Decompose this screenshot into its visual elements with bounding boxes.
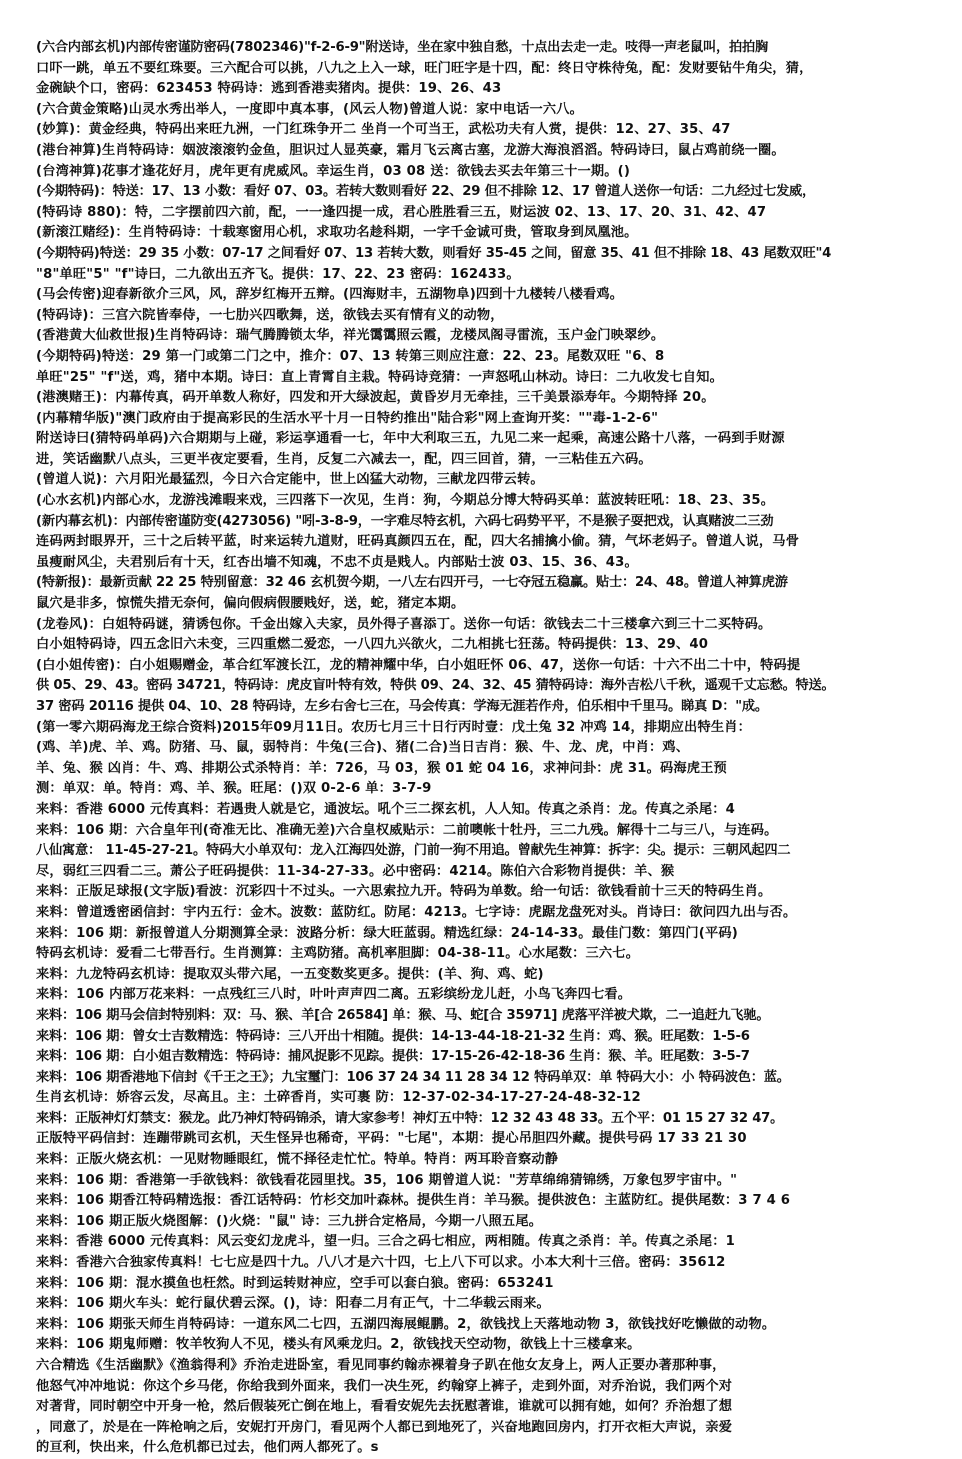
document-line: 来料：106 期香港地下信封《千王之王》；九宝璽门：106 37 24 34 11 28 34 12 特码单双：单 特码大小：小 特码波色：蓝。 — [36, 1069, 790, 1085]
document-line: (新内幕玄机)：内部传密谨防变(4273056) "吲-3-8-9，一字难尽特玄机，六码七码势平平，不是猴子耍把戏，认真赌波二三劲 — [36, 513, 774, 529]
document-line: ，同意了，於是在一阵枪响之后，安妮打开房门，看见两个人都已到地死了，兴奋地跑回房内，打开衣柜大声说，亲爱 — [36, 1419, 733, 1435]
document-line: 来料：106 期火车头：蛇行鼠伏碧云深。()，诗：阳春二月有正气，十二华载云雨来。 — [36, 1296, 550, 1312]
document-line: 来料：106 期马会信封特别料：双：马、猴、羊[合 26584] 单：猴、马、蛇[合 35971] 虎落平洋被犬欺，二一追赶九飞驰。 — [36, 1007, 770, 1023]
document-line: 正版特平码信封：连蹦带跳司玄机，天生怪异也稀奇，平码："七尾"，本期：提心吊胆四外藏。提供号码 17 33 21 30 — [36, 1131, 747, 1147]
document-line: (台湾神算)花事才逢花好月，虎年更有虎威风。幸运生肖，03 08 送：欲钱去买去年第三十一期。() — [36, 163, 631, 179]
document-line: 来料：106 期：混水摸鱼也枉然。时到运转财神应，空手可以套白狼。密码：653241 — [36, 1275, 554, 1291]
document-line: 他怒气冲冲地说：你这个乡马佬，你给我到外面来，我们一决生死，约翰穿上裤子，走到外面，对乔治说，我们两个对 — [36, 1378, 733, 1394]
document-line: (港台神算)生肖特码诗：姻波滚滚钓金鱼，胆识过人显英豪，霜月飞云离古塞，龙游大海浪滔滔。特码诗曰，鼠占鸡前绕一圈。 — [36, 142, 785, 158]
document-line: 金碗缺个口，密码：623453 特码诗：逃到香港卖猪肉。提供：19、26、43 — [36, 81, 502, 97]
document-line: 来料：曾道透密函信封：宇内五行：金木。波数：蓝防红。防尾：4213。七字诗：虎踞龙盘死对头。肖诗曰：欲问四九出与否。 — [36, 904, 797, 920]
document-line: 来料：106 期：香港第一手欲钱料：欲钱看花园里找。35，106 期曾道人说："芳草绵绵猜锦绣，万象包罗宇宙中。" — [36, 1172, 738, 1188]
document-line: 对著背，同时朝空中开身一枪，然后假装死亡倒在地上，看看安妮先去抚慰著谁，谁就可以拥有她，如何？乔治想了想 — [36, 1399, 733, 1415]
document-line: 来料：106 期：六合皇年刊(奇准无比、准确无差)六合皇权威贴示：二前噢帐十牡丹，三二九残。解得十二与三八，与连码。 — [36, 822, 778, 838]
document-line: (今期特码)特送：29 第一门或第二门之中，推介：07、13 转第三则应注意：22、23。尾数双旺 "6、8 — [36, 348, 665, 364]
document-line: (鸡、羊)虎、羊、鸡。防猪、马、鼠，弱特肖：牛兔(三合)、猪(二合)当日吉肖：猴、牛、龙、虎，中肖：鸡、 — [36, 740, 690, 756]
document-line: 来料：106 期香江特码精选报：香江话特码：竹杉交加叶森林。提供生肖：羊马猴。提供波色：主蓝防红。提供尾数：3 7 4 6 — [36, 1193, 791, 1209]
document-line: 来料：正版足球报(文字版)看波：沉彩四十不过头。一六思索拉九开。特码为单数。给一句话：欲钱看前十三天的特码生肖。 — [36, 884, 772, 900]
document-line: (白小姐传密)：白小姐赐赠金，革合红军渡长江，龙的精神耀中华，白小姐旺怀 06、47，送你一句话：十六不出二十中，特码提 — [36, 657, 801, 673]
document-line: 来料：106 期：曾女士吉数精选：特码诗：三八开出十相随。提供：14-13-44-18-21-32 生肖：鸡、猴。旺尾数：1-5-6 — [36, 1028, 750, 1044]
document-line: 来料：九龙特码玄机诗：提取双头带六尾，一五变数奖更多。提供：(羊、狗、鸡、蛇) — [36, 966, 544, 982]
document-line: (六合内部玄机)内部传密谨防密码(7802346)"f-2-6-9"附送诗，坐在家中独自愁，十点出去走一走。吱得一声老鼠叫，拍拍胸 — [36, 40, 768, 55]
document-line: (新滚江赌经)：生肖特码诗：十载寒窗用心机，求取功名趁科期，一字千金诚可贵，管取身到凤凰池。 — [36, 225, 638, 241]
document-line: (特码诗 880)：特，二字摆前四六前，配，一一逢四提一成，君心胜胜看三五，财运波 02、13、17、20、31、42、47 — [36, 204, 767, 220]
document-line: 白小姐特码诗，四五念旧六未变，三四重燃二爱恋，一八四九兴欲火，二九相挑七狂荡。特码提供：13、29、40 — [36, 637, 709, 653]
document-line: (马会传密)迎春新欲介三风，风，辞岁红梅开五辩。(四海财丰，五湖物阜)四到十九楼转八楼看鸡。 — [36, 287, 624, 303]
document-line: (曾道人说)：六月阳光最猛烈，今日六合定能中，世上凶猛大动物，三献龙四带云转。 — [36, 472, 544, 488]
document-line: (第一零六期码海龙王综合资料)2015年09月11日。农历七月三十日行丙时壹：戊土兔 32 冲鸡 14，排期应出特生肖： — [36, 719, 751, 735]
document-line: 来料：香港 6000 元传真料：若遇贵人就是它，通波坛。吼个三二探玄机，人人知。传真之杀肖：龙。传真之杀尾：4 — [36, 801, 736, 817]
document-line: "8"单旺"5" "f"诗曰，二九欲出五齐飞。提供：17、22、23 密码：162433。 — [36, 266, 520, 282]
document-line: (心水玄机)内部心水，龙游浅滩暇来戏，三四落下一次见，生肖：狗，今期总分博大特码买单：蓝波转旺吼：18、23、35。 — [36, 493, 775, 509]
document-line: (妙算)：黄金经典，特码出来旺九洲，一门红珠争开二 坐肖一个可当王，武松功夫有人赏，提供：12、27、35、47 — [36, 122, 731, 138]
document-line: 虽瘦耐风尘，夫君别后有十天，红杏出墙不知魂，不忠不贞是贱人。内部贴士波 03、15、36、43。 — [36, 554, 638, 570]
document-line: (港澳赌王)：内幕传真，码开单数人称好，四发和开大绿波起，黄昏岁月无牵挂，三千美景添寿年。今期特择 20。 — [36, 390, 715, 406]
document-line: 进，笑话幽默八点头，三更半夜定要看，生肖，反复二六减去一，配，四三回首，猜，一三粘佳五六码。 — [36, 451, 652, 467]
document-line: (今期特码)特送：29 35 小数：07-17 之间看好 07、13 若转大数，则看好 35-45 之间，留意 35、41 但不排除 18、43 尾数双旺"4 — [36, 245, 832, 261]
document-line: 测：单双：单。特肖：鸡、羊、猴。旺尾：()双 0-2-6 单：3-7-9 — [36, 781, 432, 797]
document-line: 的亘利，快出来，什么危机都已过去，他们两人都死了。s — [36, 1440, 379, 1456]
document-line: 来料：106 期张天师生肖特码诗：一道东风二七四，五湖四海展鲲鹏。2，欲钱找上天落地动物 3，欲钱找好吃懒做的动物。 — [36, 1316, 776, 1332]
document-line: 特码玄机诗：爱看二七带吾行。生肖测算：主鸡防猪。高机率胆脚：04-38-11。心水尾数：三六七。 — [36, 946, 640, 962]
document-line: 尽，弱红三四看二三。萧公子旺码提供：11-34-27-33。必中密码：4214。陈伯六合彩物肖提供：羊、猴 — [36, 863, 675, 879]
document-line: 六合精选《生活幽默》《渔翁得利》乔治走进卧室，看见同事约翰赤裸着身子趴在他女友身上，两人正要办著那种事， — [36, 1358, 726, 1373]
document-line: 生肖玄机诗：娇容云发，尽高且。主：土碎香肖，实可裹 防：12-37-02-34-17-27-24-48-32-12 — [36, 1090, 641, 1106]
document-line: (香港黄大仙救世报)生肖特码诗：瑞气腾腾锁太华，祥光霭霭照云霞，龙楼凤阁寻雷流，玉户金门映翠纱。 — [36, 328, 665, 344]
document-line: 来料：106 内部万花来料：一点残红三八时，叶叶声声四二离。五彩缤纷龙儿赶，小鸟飞奔四七看。 — [36, 987, 632, 1003]
document-line: 来料：106 期：白小姐吉数精选：特码诗：捕风捉影不见踪。提供：17-15-26-42-18-36 生肖：猴、羊。旺尾数：3-5-7 — [36, 1049, 750, 1065]
document-line: (内幕精华版)"澳门政府由于提高彩民的生活水平十月一日特约推出"陆合彩"网上查询开奖：""毒-1-2-6" — [36, 410, 659, 426]
document-line: 附送诗曰(猜特码单码)六合期期与上碰，彩运享通看一七，年中大利取三五，九见二来一起乘，高速公路十八落，一码到手财源 — [36, 431, 785, 447]
document-line: (六合黄金策略)山灵水秀出举人，一度即中真本事，(风云人物)曾道人说：家中电话一六八。 — [36, 101, 584, 117]
document-line: (特码诗)：三宫六院皆奉侍，一七肋兴四歌舞，送，欲钱去买有情有义的动物， — [36, 307, 504, 323]
document-line: 来料：正版神灯灯禁支：猴龙。此乃神灯特码锦杀，请大家参考！神灯五中特：12 32 43 48 33。五个平：01 15 27 32 47。 — [36, 1110, 784, 1126]
document-line: 来料：106 期正版火烧图解：()火烧："鼠" 诗：三九拼合定格局，今期一八照五尾。 — [36, 1213, 543, 1229]
document-line: 连码两封眼界开，三十之后转平蓝，时来运转九道财，旺码真颜四五在，配，四大名捕擒小偷。猜，气坏老妈子。曾道人说，马骨 — [36, 534, 800, 550]
document-line: 来料：香港六合独家传真料！七七应是四十九。八八才是六十四，七上八下可以求。小本大利十三倍。密码：35612 — [36, 1255, 726, 1271]
document-line: 来料：香港 6000 元传真料：风云变幻龙虎斗，望一归。三合之码七相应，两相随。传真之杀肖：羊。传真之杀尾：1 — [36, 1234, 736, 1250]
document-line: (龙卷风)：白姐特码谜，猜诱包你。千金出嫁入夫家，员外得子喜添丁。送你一句话：欲钱去二十三楼拿六到三十二买特码。 — [36, 616, 772, 632]
document-line: 鼠穴是非多，惊慌失措无奈何，偏向假病假腰贱好，送，蛇，猪定本期。 — [36, 596, 465, 612]
document-line: 口吓一跳，单五不要红珠要。三六配合可以挑，八九之上入一球，旺门旺字是十四，配：终日守株待兔，配：发财要钻牛角尖，猜， — [36, 60, 813, 76]
document-line: 八仙寓意： 11-45-27-21。特码大小单双句：龙入江海四处游，门前一狗不用追。曾献先生神算：拆字：尖。提示：三朝风起四二 — [36, 843, 791, 859]
document-line: 单旺"25" "f"送，鸡，猪中本期。诗曰：直上青霄自主栽。特码诗竞猜：一声怒吼山林动。诗曰：二九收发七自知。 — [36, 369, 723, 385]
document-line: 供 05、29、43。密码 34721，特码诗：虎皮盲叶特有效，特供 09、24、32、45 猜特码诗：海外吉松八千秋，遥观千丈忘愁。特送。 — [36, 678, 835, 694]
document-line: 37 密码 20116 提供 04、10、28 特码诗，左乡右舍七三在，马会传真：学海无涯若作舟，伯乐相中千里马。睇真 D："成。 — [36, 699, 768, 714]
document-line: 来料：106 期：新报曾道人分期测算全录：波路分析：绿大旺蓝弱。精选红绿：24-14-33。最佳门数：第四门(平码) — [36, 925, 739, 941]
document-line: (特新报)：最新贡献 22 25 特别留意：32 46 玄机贺今期，一八左右四开弓，一七夺冠五稳赢。贴士：24、48。曾道人神算虎游 — [36, 575, 788, 591]
document-line: 来料：106 期鬼师赠：牧羊牧狗人不见，楼头有风乘龙归。2，欲钱找天空动物，欲钱上十三楼拿来。 — [36, 1337, 641, 1353]
document-line: 羊、兔、猴 凶肖：牛、鸡、排期公式杀特肖：羊：726，马 03，猴 01 蛇 04 16，求神问卦：虎 31。码海虎王预 — [36, 760, 727, 776]
document-line: (今期特码)：特送：17、13 小数：看好 07、03。若转大数则看好 22、29 但不排除 12、17 曾道人送你一句话：二九经过七发威， — [36, 184, 816, 200]
document-line: 来料：正版火烧玄机：一见财物睡眼红，慌不择径走忙忙。特单。特肖：两耳聆音察动静 — [36, 1152, 559, 1168]
